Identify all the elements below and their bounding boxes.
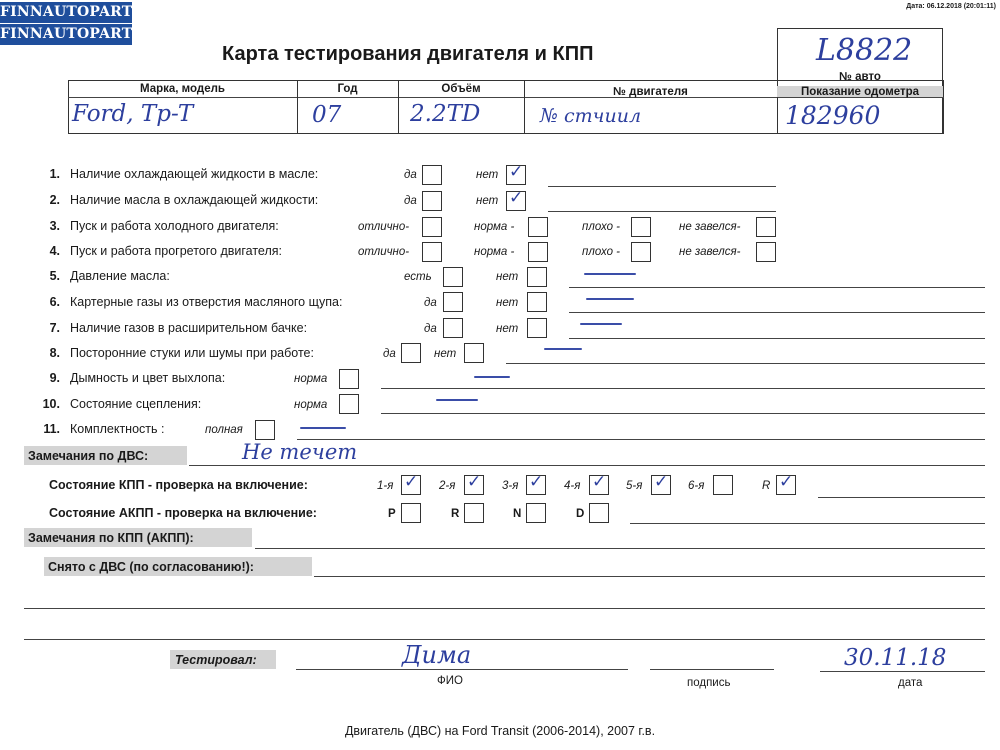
auto-number-label: № авто xyxy=(839,71,881,83)
q10-notes-line[interactable] xyxy=(381,413,985,414)
fio-line[interactable] xyxy=(296,669,628,670)
q5-present-label: есть xyxy=(404,271,432,283)
q8-no-checkbox[interactable] xyxy=(464,343,484,363)
q4-bad-checkbox[interactable] xyxy=(631,242,651,262)
gear-1-label: 1-я xyxy=(377,480,394,492)
gear-r-label: R xyxy=(762,480,771,492)
check-mark-icon: ✓ xyxy=(404,472,419,492)
akpp-p-label: P xyxy=(388,508,396,520)
q2-text: Наличие масла в охлаждающей жидкости: xyxy=(70,193,319,207)
q10-normal-label: норма xyxy=(294,399,328,411)
akpp-p-checkbox[interactable] xyxy=(401,503,421,523)
akpp-d-label: D xyxy=(576,508,585,520)
gear-r-checkbox[interactable] xyxy=(776,472,796,495)
handwritten-dash xyxy=(474,376,510,378)
tested-name-value: Дима xyxy=(402,641,472,669)
q2-yes-checkbox[interactable] xyxy=(422,191,442,211)
q3-text: Пуск и работа холодного двигателя: xyxy=(70,219,279,233)
make-value: Ford, Tp-T xyxy=(72,101,194,127)
check-mark-icon: ✓ xyxy=(654,472,669,492)
q7-yes-label: да xyxy=(424,323,437,335)
handwritten-dash xyxy=(580,323,622,325)
tested-date-value: 30.11.18 xyxy=(844,645,947,671)
kpp-label: Состояние КПП - проверка на включение: xyxy=(49,478,308,492)
akpp-n-checkbox[interactable] xyxy=(526,503,546,523)
q3-excellent-checkbox[interactable] xyxy=(422,217,442,237)
q7-yes-checkbox[interactable] xyxy=(443,318,463,338)
volume-value: 2.2TD xyxy=(410,101,481,127)
q6-number: 6. xyxy=(49,295,60,309)
gear-4-label: 4-я xyxy=(564,480,581,492)
q10-text: Состояние сцепления: xyxy=(70,397,202,411)
date-stamp: Дата: 06.12.2018 (20:01:11) xyxy=(906,3,996,10)
akpp-n-label: N xyxy=(513,508,522,520)
q6-no-checkbox[interactable] xyxy=(527,292,547,312)
logo-top: FINNAUTOPARTS xyxy=(0,2,132,23)
q2-notes-line[interactable] xyxy=(548,211,776,212)
q2-no-label: нет xyxy=(476,195,499,207)
akpp-r-label: R xyxy=(451,508,460,520)
kpp-remarks-label: Замечания по КПП (АКПП): xyxy=(28,531,194,545)
q4-text: Пуск и работа прогретого двигателя: xyxy=(70,244,282,258)
q2-yes-label: да xyxy=(404,195,417,207)
q1-no-checkbox[interactable] xyxy=(506,162,526,185)
check-mark-icon: ✓ xyxy=(509,162,524,182)
gear-6-label: 6-я xyxy=(688,480,705,492)
removed-line[interactable] xyxy=(314,576,985,577)
date-label: дата xyxy=(898,677,923,689)
gear-2-label: 2-я xyxy=(439,480,456,492)
q8-number: 8. xyxy=(49,346,60,360)
handwritten-dash xyxy=(300,427,346,429)
q6-yes-label: да xyxy=(424,297,437,309)
q3-number: 3. xyxy=(49,219,60,233)
q4-excellent-label: отлично- xyxy=(358,246,410,258)
handwritten-dash xyxy=(584,273,636,275)
odometer-label: Показание одометра xyxy=(801,86,919,98)
q10-number: 10. xyxy=(42,397,60,411)
q6-yes-checkbox[interactable] xyxy=(443,292,463,312)
q6-no-label: нет xyxy=(496,297,519,309)
q8-text: Посторонние стуки или шумы при работе: xyxy=(70,346,314,360)
q11-number: 11. xyxy=(43,422,60,436)
akpp-d-checkbox[interactable] xyxy=(589,503,609,523)
q3-normal-label: норма - xyxy=(474,221,515,233)
akpp-label: Состояние АКПП - проверка на включение: xyxy=(49,506,317,520)
engine-no-value: № стчиил xyxy=(540,105,642,127)
q5-present-checkbox[interactable] xyxy=(443,267,463,287)
gear-3-checkbox[interactable] xyxy=(526,472,546,495)
q9-text: Дымность и цвет выхлопа: xyxy=(70,371,226,385)
q5-no-checkbox[interactable] xyxy=(527,267,547,287)
q11-complete-label: полная xyxy=(205,424,243,436)
volume-label: Объём xyxy=(441,83,481,95)
q3-bad-checkbox[interactable] xyxy=(631,217,651,237)
check-mark-icon: ✓ xyxy=(509,188,524,208)
date-line[interactable] xyxy=(820,671,985,672)
q11-text: Комплектность : xyxy=(70,422,165,436)
q10-normal-checkbox[interactable] xyxy=(339,394,359,414)
q1-notes-line[interactable] xyxy=(548,186,776,187)
odometer-value: 182960 xyxy=(785,101,881,130)
q4-not-started-label: не завелся- xyxy=(679,246,741,258)
q8-notes-line[interactable] xyxy=(506,363,985,364)
q4-number: 4. xyxy=(49,244,60,258)
auto-number-value: L8822 xyxy=(816,33,913,68)
q3-not-started-checkbox[interactable] xyxy=(756,217,776,237)
year-value: 07 xyxy=(312,102,342,128)
kpp-remarks-line[interactable] xyxy=(255,548,985,549)
kpp-notes-line[interactable] xyxy=(818,497,985,498)
handwritten-dash xyxy=(544,348,582,350)
handwritten-dash xyxy=(436,399,478,401)
engine-remarks-line[interactable] xyxy=(189,465,985,466)
q4-normal-label: норма - xyxy=(474,246,515,258)
check-mark-icon: ✓ xyxy=(467,472,482,492)
q8-yes-checkbox[interactable] xyxy=(401,343,421,363)
q2-no-checkbox[interactable] xyxy=(506,188,526,211)
gear-3-label: 3-я xyxy=(502,480,519,492)
extra-notes-line-2[interactable] xyxy=(24,639,985,640)
fio-label: ФИО xyxy=(437,675,463,687)
check-mark-icon: ✓ xyxy=(592,472,607,492)
q11-notes-line[interactable] xyxy=(297,439,985,440)
q7-no-checkbox[interactable] xyxy=(527,318,547,338)
signature-label: подпись xyxy=(687,677,731,689)
q5-no-label: нет xyxy=(496,271,519,283)
gear-1-checkbox[interactable] xyxy=(401,472,421,495)
engine-remarks-value: Не течет xyxy=(242,440,358,464)
q2-number: 2. xyxy=(49,193,60,207)
check-mark-icon: ✓ xyxy=(779,472,794,492)
q4-not-started-checkbox[interactable] xyxy=(756,242,776,262)
q5-notes-line[interactable] xyxy=(569,287,985,288)
gear-2-checkbox[interactable] xyxy=(464,472,484,495)
q11-complete-checkbox[interactable] xyxy=(255,420,275,440)
q8-no-label: нет xyxy=(434,348,457,360)
q4-excellent-checkbox[interactable] xyxy=(422,242,442,262)
q4-normal-checkbox[interactable] xyxy=(528,242,548,262)
tested-label: Тестировал: xyxy=(175,653,257,667)
q7-notes-line[interactable] xyxy=(569,338,985,339)
q3-not-started-label: не завелся- xyxy=(679,221,741,233)
q1-yes-label: да xyxy=(404,169,417,181)
logo-bottom: FINNAUTOPARTS xyxy=(0,24,132,45)
signature-line[interactable] xyxy=(650,669,774,670)
q5-number: 5. xyxy=(49,269,60,283)
q7-no-label: нет xyxy=(496,323,519,335)
q6-notes-line[interactable] xyxy=(569,312,985,313)
akpp-notes-line[interactable] xyxy=(630,523,985,524)
q9-notes-line[interactable] xyxy=(381,388,985,389)
q1-text: Наличие охлаждающей жидкости в масле: xyxy=(70,167,319,181)
q7-text: Наличие газов в расширительном бачке: xyxy=(70,321,308,335)
image-caption: Двигатель (ДВС) на Ford Transit (2006-2014), 2007 г.в. xyxy=(344,724,656,738)
q3-bad-label: плохо - xyxy=(582,221,620,233)
q4-bad-label: плохо - xyxy=(582,246,620,258)
q8-yes-label: да xyxy=(383,348,396,360)
q3-excellent-label: отлично- xyxy=(358,221,410,233)
akpp-r-checkbox[interactable] xyxy=(464,503,484,523)
handwritten-dash xyxy=(586,298,634,300)
gear-6-checkbox[interactable] xyxy=(713,475,733,495)
engine-remarks-label: Замечания по ДВС: xyxy=(28,449,149,463)
page-title: Карта тестирования двигателя и КПП xyxy=(222,43,594,65)
gear-4-checkbox[interactable] xyxy=(589,472,609,495)
q7-number: 7. xyxy=(49,321,60,335)
q1-number: 1. xyxy=(49,167,60,181)
q9-number: 9. xyxy=(49,371,60,385)
q9-normal-checkbox[interactable] xyxy=(339,369,359,389)
q5-text: Давление масла: xyxy=(70,269,170,283)
gear-5-checkbox[interactable] xyxy=(651,472,671,495)
extra-notes-line-1[interactable] xyxy=(24,608,985,609)
gear-5-label: 5-я xyxy=(626,480,643,492)
q1-no-label: нет xyxy=(476,169,499,181)
q6-text: Картерные газы из отверстия масляного щупа: xyxy=(70,295,343,309)
year-label: Год xyxy=(337,83,358,95)
make-label: Марка, модель xyxy=(140,83,225,95)
q9-normal-label: норма xyxy=(294,373,328,385)
engine-no-label: № двигателя xyxy=(613,86,688,98)
q1-yes-checkbox[interactable] xyxy=(422,165,442,185)
removed-label: Снято с ДВС (по согласованию!): xyxy=(48,560,254,574)
check-mark-icon: ✓ xyxy=(529,472,544,492)
q3-normal-checkbox[interactable] xyxy=(528,217,548,237)
